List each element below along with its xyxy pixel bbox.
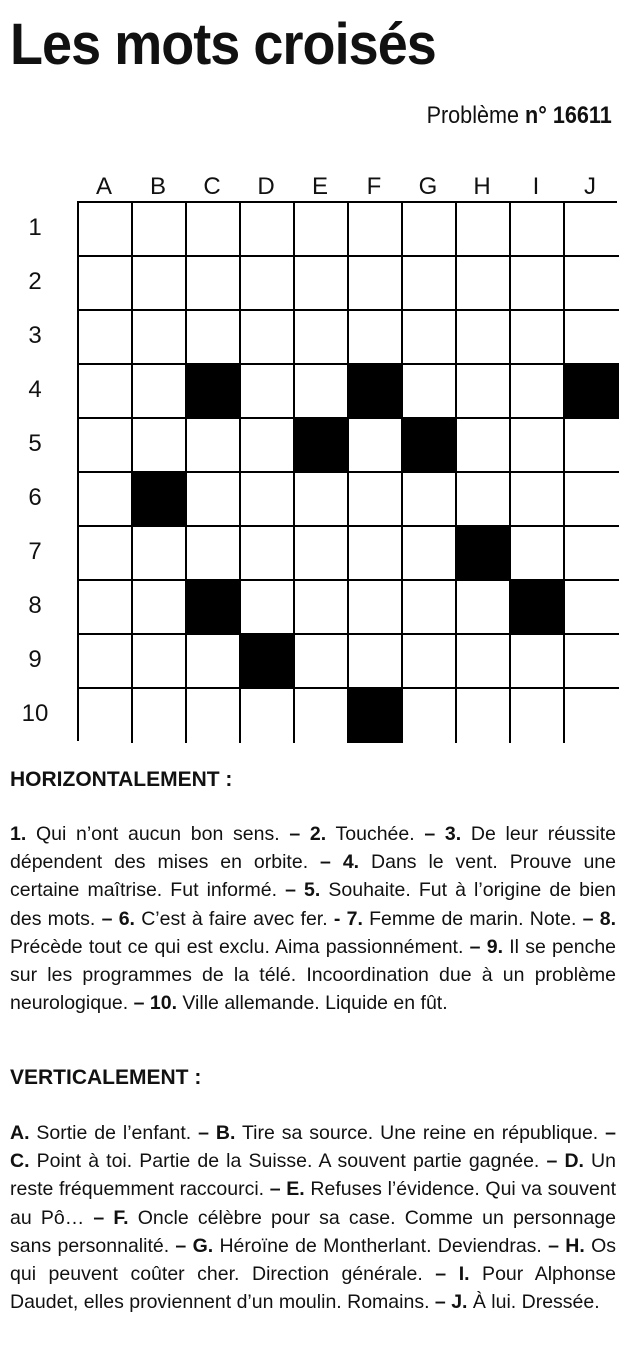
clue-number: 3.: [444, 823, 462, 845]
column-label-f: F: [366, 173, 382, 200]
column-label-h: H: [473, 173, 491, 200]
clue-text: Refuses l’évidence. Qui va souvent au Pô…: [10, 1178, 616, 1229]
grid-cell[interactable]: [295, 203, 349, 257]
row-label-4: 4: [28, 376, 42, 403]
grid-cell[interactable]: [565, 473, 619, 527]
row-label-6: 6: [28, 484, 42, 511]
clue-text: À lui. Dressée.: [467, 1291, 600, 1314]
row-label-7: 7: [28, 538, 42, 565]
grid-cell[interactable]: [565, 203, 619, 257]
problem-number: [427, 104, 612, 128]
grid-cell[interactable]: [403, 311, 457, 365]
clue-number: J.: [451, 1291, 468, 1314]
horizontal-clue: [95, 908, 327, 930]
column-label-d: D: [257, 173, 275, 200]
vertical-heading: VERTICALEMENT :: [10, 1066, 202, 1089]
grid-cell[interactable]: [403, 689, 457, 743]
grid-cell[interactable]: [79, 689, 133, 743]
grid-cell[interactable]: [133, 365, 187, 419]
grid-cell[interactable]: [565, 419, 619, 473]
clue-text: Il se penche sur les programmes de la télé. Incoordination due à un problème neurologique.: [10, 935, 617, 1015]
grid-cell[interactable]: [187, 689, 241, 743]
grid-cell[interactable]: [511, 689, 565, 743]
clue-text: Sortie de l’enfant.: [29, 1122, 192, 1144]
clue-number: 2.: [309, 823, 327, 845]
grid-cell[interactable]: [403, 581, 457, 635]
vertical-clues: [10, 1119, 616, 1316]
grid-cell[interactable]: [349, 527, 403, 581]
clue-separator: –: [308, 851, 343, 874]
clue-separator: –: [169, 1234, 193, 1257]
grid-cell[interactable]: [511, 527, 565, 581]
clue-number: G.: [192, 1234, 214, 1257]
grid-cell[interactable]: [241, 257, 295, 311]
grid-cell[interactable]: [295, 257, 349, 311]
grid-cell[interactable]: [457, 635, 511, 689]
clue-separator: –: [429, 1291, 452, 1314]
grid-cell[interactable]: [511, 635, 565, 689]
grid-cell[interactable]: [349, 581, 403, 635]
black-cell: [565, 365, 619, 419]
grid-cell[interactable]: [133, 635, 187, 689]
grid-cell[interactable]: [295, 581, 349, 635]
grid-cell[interactable]: [79, 581, 133, 635]
clue-text: Qui n’ont aucun bon sens.: [26, 823, 280, 845]
grid-cell[interactable]: [295, 365, 349, 419]
clue-text: Oncle célèbre pour sa case. Comme un personnage sans personnalité.: [10, 1206, 616, 1257]
grid-cell[interactable]: [187, 311, 241, 365]
clue-number: 10.: [149, 992, 177, 1015]
grid-cell[interactable]: [241, 689, 295, 743]
clue-text: C’est à faire avec fer.: [134, 907, 328, 930]
black-cell: [241, 635, 295, 689]
grid-cell[interactable]: [403, 527, 457, 581]
grid-cell[interactable]: [241, 527, 295, 581]
grid-cell[interactable]: [295, 311, 349, 365]
clue-text: Un reste fréquemment raccourci.: [10, 1150, 616, 1201]
grid-cell[interactable]: [457, 581, 511, 635]
black-cell: [133, 473, 187, 527]
grid-cell[interactable]: [457, 365, 511, 419]
grid-cell[interactable]: [79, 473, 133, 527]
problem-id: n° 16611: [525, 102, 612, 129]
horizontal-clue: [280, 823, 415, 845]
clue-number: F.: [113, 1206, 129, 1229]
black-cell: [187, 581, 241, 635]
grid-cell[interactable]: [349, 257, 403, 311]
row-label-8: 8: [28, 592, 42, 619]
problem-label: Problème: [426, 102, 520, 129]
grid-cell[interactable]: [187, 473, 241, 527]
black-cell: [187, 365, 241, 419]
clue-text: Ville allemande. Liquide en fût.: [176, 992, 448, 1015]
clue-separator: –: [95, 907, 119, 930]
grid-cell[interactable]: [295, 473, 349, 527]
grid-cell[interactable]: [133, 311, 187, 365]
grid-cell[interactable]: [565, 311, 619, 365]
grid-cell[interactable]: [457, 203, 511, 257]
column-label-a: A: [95, 173, 112, 200]
clue-number: 6.: [118, 907, 135, 930]
grid-cell[interactable]: [457, 419, 511, 473]
grid-cell[interactable]: [79, 203, 133, 257]
clue-number: E.: [286, 1178, 305, 1201]
clue-separator: -: [327, 907, 347, 930]
grid-cell[interactable]: [241, 311, 295, 365]
clue-number: 7.: [346, 907, 363, 930]
clue-separator: –: [539, 1150, 565, 1173]
grid-cell[interactable]: [133, 203, 187, 257]
grid-cell[interactable]: [565, 581, 619, 635]
clue-separator: –: [414, 823, 445, 845]
grid-cell[interactable]: [187, 203, 241, 257]
grid-cell[interactable]: [349, 311, 403, 365]
grid-cell[interactable]: [79, 419, 133, 473]
grid-cell[interactable]: [511, 473, 565, 527]
grid-cell[interactable]: [511, 365, 565, 419]
clue-text: Héroïne de Montherlant. Deviendras.: [213, 1234, 542, 1257]
clue-number: B.: [215, 1122, 236, 1144]
clue-number: 5.: [304, 879, 321, 902]
grid-cell[interactable]: [349, 203, 403, 257]
column-label-g: G: [418, 173, 438, 200]
clue-separator: –: [191, 1122, 216, 1144]
grid-cell[interactable]: [457, 257, 511, 311]
grid-cell[interactable]: [511, 203, 565, 257]
vertical-clue: [430, 1291, 600, 1313]
grid-cell[interactable]: [565, 689, 619, 743]
column-labels: [77, 174, 617, 200]
row-label-3: 3: [28, 322, 42, 349]
grid-cell[interactable]: [133, 257, 187, 311]
clue-text: Touchée.: [326, 823, 415, 845]
vertical-clue: [191, 1122, 598, 1144]
grid-cell[interactable]: [457, 689, 511, 743]
grid-cell[interactable]: [403, 473, 457, 527]
grid-cell[interactable]: [295, 635, 349, 689]
horizontal-clue: [10, 823, 280, 845]
grid-cell[interactable]: [241, 581, 295, 635]
clue-separator: –: [576, 907, 600, 930]
black-cell: [457, 527, 511, 581]
grid-cell[interactable]: [79, 311, 133, 365]
row-label-2: 2: [28, 268, 42, 295]
clue-number: I.: [458, 1263, 470, 1286]
clue-separator: –: [598, 1122, 617, 1144]
clue-separator: –: [277, 879, 305, 902]
grid-cell[interactable]: [187, 635, 241, 689]
horizontal-heading: HORIZONTALEMENT :: [10, 768, 233, 791]
grid-cell[interactable]: [403, 257, 457, 311]
grid-cell[interactable]: [565, 527, 619, 581]
clue-separator: –: [279, 823, 310, 845]
grid-cell[interactable]: [187, 257, 241, 311]
column-label-c: C: [203, 173, 221, 200]
row-label-10: 10: [21, 700, 49, 727]
clue-text: Pour Alphonse Daudet, elles proviennent d’un moulin. Romains.: [10, 1263, 617, 1314]
clue-number: 4.: [342, 851, 360, 874]
grid-cell[interactable]: [295, 689, 349, 743]
column-label-j: J: [584, 173, 596, 200]
black-cell: [349, 365, 403, 419]
grid-cell[interactable]: [565, 635, 619, 689]
vertical-clue: [169, 1235, 542, 1257]
row-label-1: 1: [28, 214, 42, 241]
clue-number: A.: [10, 1122, 30, 1144]
clue-text: Point à toi. Partie de la Suisse. A souvent partie gagnée.: [29, 1150, 540, 1173]
grid-cell[interactable]: [133, 527, 187, 581]
clue-number: C.: [10, 1150, 30, 1173]
grid-cell[interactable]: [241, 473, 295, 527]
grid-cell[interactable]: [79, 257, 133, 311]
grid-cell[interactable]: [295, 527, 349, 581]
row-label-9: 9: [28, 646, 42, 673]
horizontal-clue: [328, 908, 577, 930]
clue-number: 8.: [599, 907, 616, 930]
clue-number: 1.: [10, 823, 27, 845]
grid-cell[interactable]: [133, 689, 187, 743]
grid-cell[interactable]: [349, 419, 403, 473]
row-label-5: 5: [28, 430, 42, 457]
grid-cell[interactable]: [187, 419, 241, 473]
clue-separator: –: [128, 992, 150, 1015]
grid-cell[interactable]: [403, 203, 457, 257]
grid-cell[interactable]: [241, 365, 295, 419]
grid-cell[interactable]: [241, 203, 295, 257]
row-labels: [10, 201, 70, 741]
grid-cell[interactable]: [241, 419, 295, 473]
black-cell: [511, 581, 565, 635]
horizontal-clues: [10, 820, 616, 1017]
grid-cell[interactable]: [187, 527, 241, 581]
clue-text: Femme de marin. Note.: [362, 907, 577, 930]
black-cell: [349, 689, 403, 743]
clue-separator: –: [541, 1234, 566, 1257]
clue-number: H.: [565, 1234, 585, 1257]
grid-cell[interactable]: [79, 365, 133, 419]
grid-cell[interactable]: [457, 473, 511, 527]
clue-number: D.: [564, 1150, 584, 1173]
grid-cell[interactable]: [511, 419, 565, 473]
crossword-grid: [77, 201, 617, 741]
grid-cell[interactable]: [133, 581, 187, 635]
column-label-i: I: [532, 173, 540, 200]
clue-separator: –: [84, 1206, 114, 1229]
column-label-b: B: [149, 173, 166, 200]
clue-separator: –: [422, 1263, 459, 1286]
grid-cell[interactable]: [403, 365, 457, 419]
clue-text: Os qui peuvent coûter cher. Direction générale.: [10, 1234, 616, 1286]
grid-cell[interactable]: [349, 473, 403, 527]
horizontal-clue: [128, 992, 447, 1014]
grid-cell[interactable]: [457, 311, 511, 365]
clue-separator: –: [264, 1178, 287, 1201]
grid-cell[interactable]: [133, 419, 187, 473]
page-title: Les mots croisés: [10, 12, 436, 77]
grid-cell[interactable]: [79, 527, 133, 581]
clue-text: Souhaite. Fut à l’origine de bien des mots.: [10, 879, 616, 930]
grid-cell[interactable]: [511, 257, 565, 311]
clue-number: 9.: [486, 935, 503, 958]
grid-cell[interactable]: [349, 635, 403, 689]
black-cell: [403, 419, 457, 473]
column-label-e: E: [311, 173, 328, 200]
clue-text: Tire sa source. Une reine en république.: [235, 1122, 599, 1144]
vertical-clue: [10, 1122, 191, 1144]
grid-cell[interactable]: [511, 311, 565, 365]
grid-cell[interactable]: [565, 257, 619, 311]
clue-text: Précède tout ce qui est exclu. Aima passionnément.: [10, 935, 464, 958]
black-cell: [295, 419, 349, 473]
clue-text: Dans le vent. Prouve une certaine maîtrise. Fut informé.: [10, 851, 616, 902]
clue-separator: –: [463, 935, 487, 958]
grid-cell[interactable]: [79, 635, 133, 689]
grid-cell[interactable]: [403, 635, 457, 689]
clue-text: De leur réussite dépendent des mises en orbite.: [10, 823, 616, 874]
